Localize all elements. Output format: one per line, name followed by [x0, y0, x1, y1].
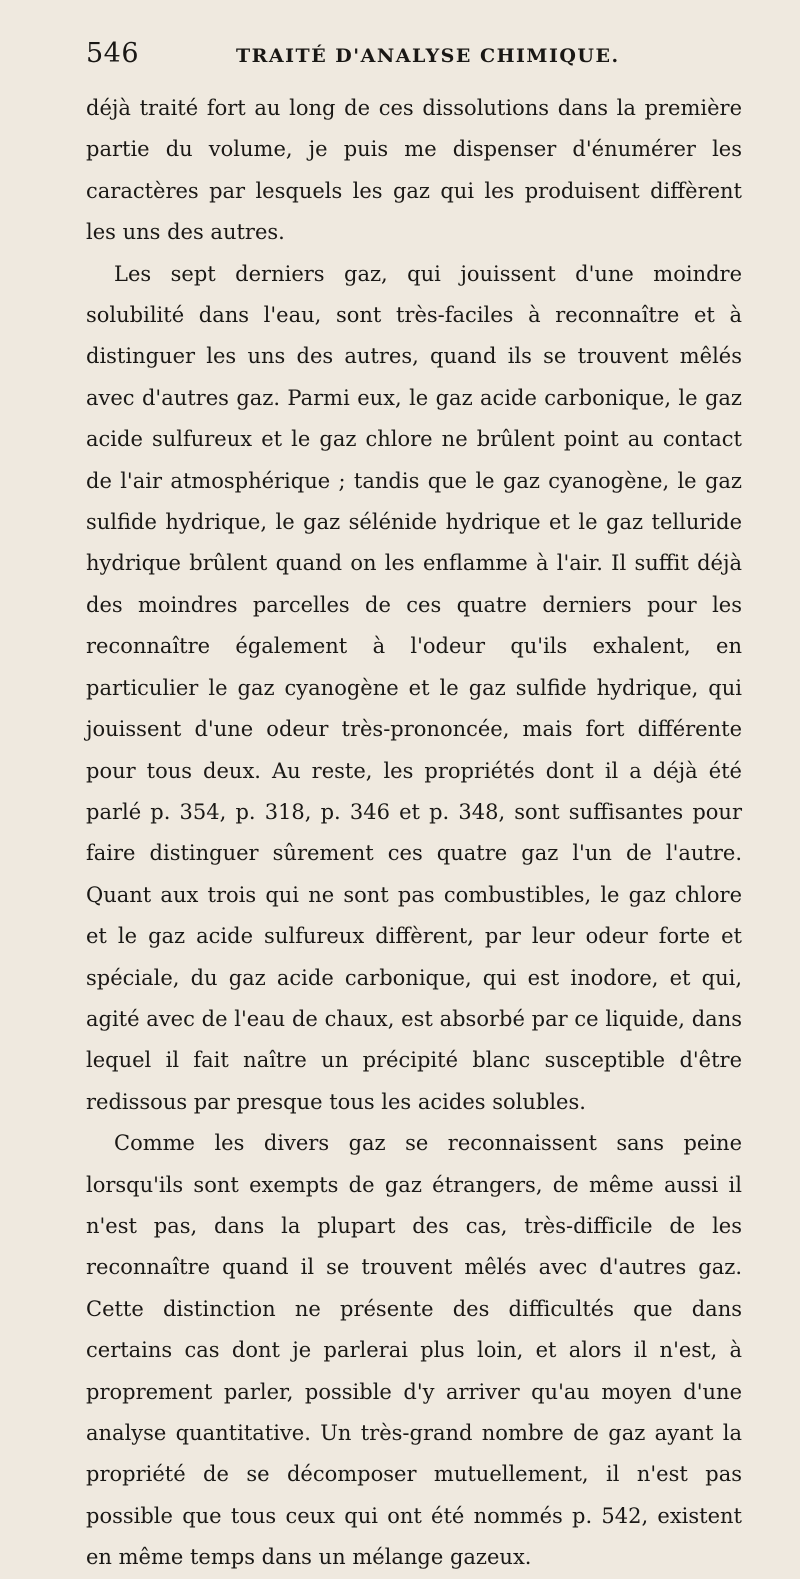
paragraph-gas-solubility: Les sept derniers gaz, qui jouissent d'une moindre solubilité dans l'eau, sont très-faciles à reconnaître et à distinguer les uns des autres, quand ils se trouvent mêlés avec d'autres gaz. Parmi eux, le gaz acide carbonique, le gaz acide sulfureux et le gaz chlore ne brûlent point au contact de l'air atmosphérique ; tandis que le gaz cyanogène, le gaz sulfide hydrique, le gaz sélénide hydrique et le gaz telluride hydrique brûlent quand on les enflamme à l'air. Il suffit déjà des moindres parcelles de ces quatre derniers pour les reconnaître également à l'odeur qu'ils exhalent, en particulier le gaz cyanogène et le gaz sulfide hydrique, qui jouissent d'une odeur très-prononcée, mais fort différente pour tous deux. Au reste, les propriétés dont il a déjà été parlé p. 354, p. 318, p. 346 et p. 348, sont suffisantes pour faire distinguer sûrement ces quatre gaz l'un de l'autre. Quant aux trois qui ne sont pas combustibles, le gaz chlore et le gaz acide sulfureux diffèrent, par leur odeur forte et spéciale, du gaz acide carbonique, qui est inodore, et qui, agité avec de l'eau de chaux, est absorbé par ce liquide, dans lequel il fait naître un précipité blanc susceptible d'être redissous par presque tous les acides solubles.	[86, 261, 742, 1114]
page-number: 546	[86, 38, 140, 69]
paragraph-gas-mixtures: Comme les divers gaz se reconnaissent sans peine lorsqu'ils sont exempts de gaz étrangers, de même aussi il n'est pas, dans la plupart des cas, très-difficile de les reconnaître quand il se trouvent mêlés avec d'autres gaz. Cette distinction ne présente des difficultés que dans certains cas dont je parlerai plus loin, et alors il n'est, à proprement parler, possible d'y arriver qu'au moyen d'une analyse quantitative. Un très-grand nombre de gaz ayant la propriété de se décomposer mutuellement, il n'est pas possible que tous ceux qui ont été nommés p. 542, existent en même temps dans un mélange gazeux.	[86, 1131, 742, 1570]
running-title: TRAITÉ D'ANALYSE CHIMIQUE.	[236, 45, 620, 67]
paragraph-continuation: déjà traité fort au long de ces dissolutions dans la première partie du volume, je puis me dispenser d'énumérer les caractères par lesquels les gaz qui les produisent diffèrent les uns des autres.	[86, 96, 742, 245]
body-text	[86, 88, 742, 1579]
running-head	[86, 38, 742, 84]
